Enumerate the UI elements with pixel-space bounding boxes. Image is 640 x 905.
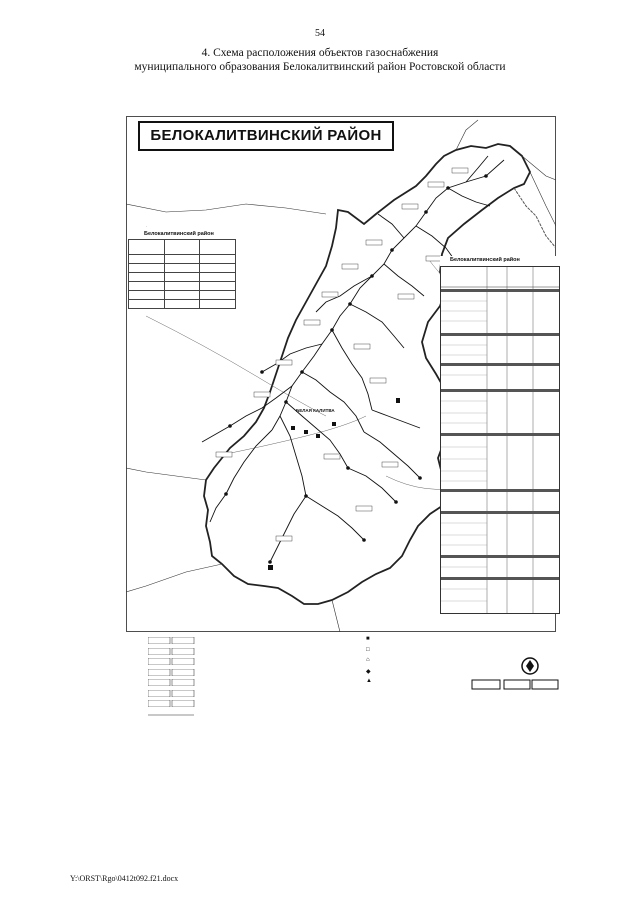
left-table-grid [128, 239, 236, 309]
map-header: БЕЛОКАЛИТВИНСКИЙ РАЙОН [138, 121, 394, 151]
logos [470, 652, 560, 692]
square-outline-icon: □ [366, 646, 370, 653]
right-summary-table [440, 256, 558, 614]
house-icon: ⌂ [366, 657, 370, 663]
page-number: 54 [315, 28, 325, 39]
legend-row [148, 689, 408, 700]
title-line-2: муниципального образования Белокалитвинский район Ростовской области [134, 61, 506, 73]
central-town-label: БЕЛАЯ КАЛИТВА [296, 408, 335, 413]
right-table-lines [441, 267, 559, 613]
left-table-title: Белокалитвинский район [144, 231, 214, 237]
logo-graphics [470, 652, 560, 692]
legend-row [148, 699, 408, 710]
triangle-icon: ▲ [366, 678, 372, 684]
svg-text:·: · [146, 225, 148, 229]
logo-right-box [532, 680, 558, 689]
logo-left-box [472, 680, 500, 689]
legend-row [148, 710, 408, 721]
title-line-1: 4. Схема расположения объектов газоснабжения [201, 47, 439, 59]
diamond-icon: ◆ [366, 668, 371, 675]
legend-symbol-row [366, 636, 496, 647]
right-table-grid [440, 266, 560, 614]
footer-file-path: Y:\ORST\Rgo\0412t092.f21.docx [70, 874, 179, 883]
place-labels [146, 225, 147, 229]
logo-mid-box [504, 680, 530, 689]
page-title [0, 46, 640, 74]
label-boxes [216, 168, 468, 541]
left-summary-table [128, 230, 236, 315]
right-table-title: Белокалитвинский район [450, 257, 520, 263]
square-filled-icon: ■ [366, 636, 370, 642]
